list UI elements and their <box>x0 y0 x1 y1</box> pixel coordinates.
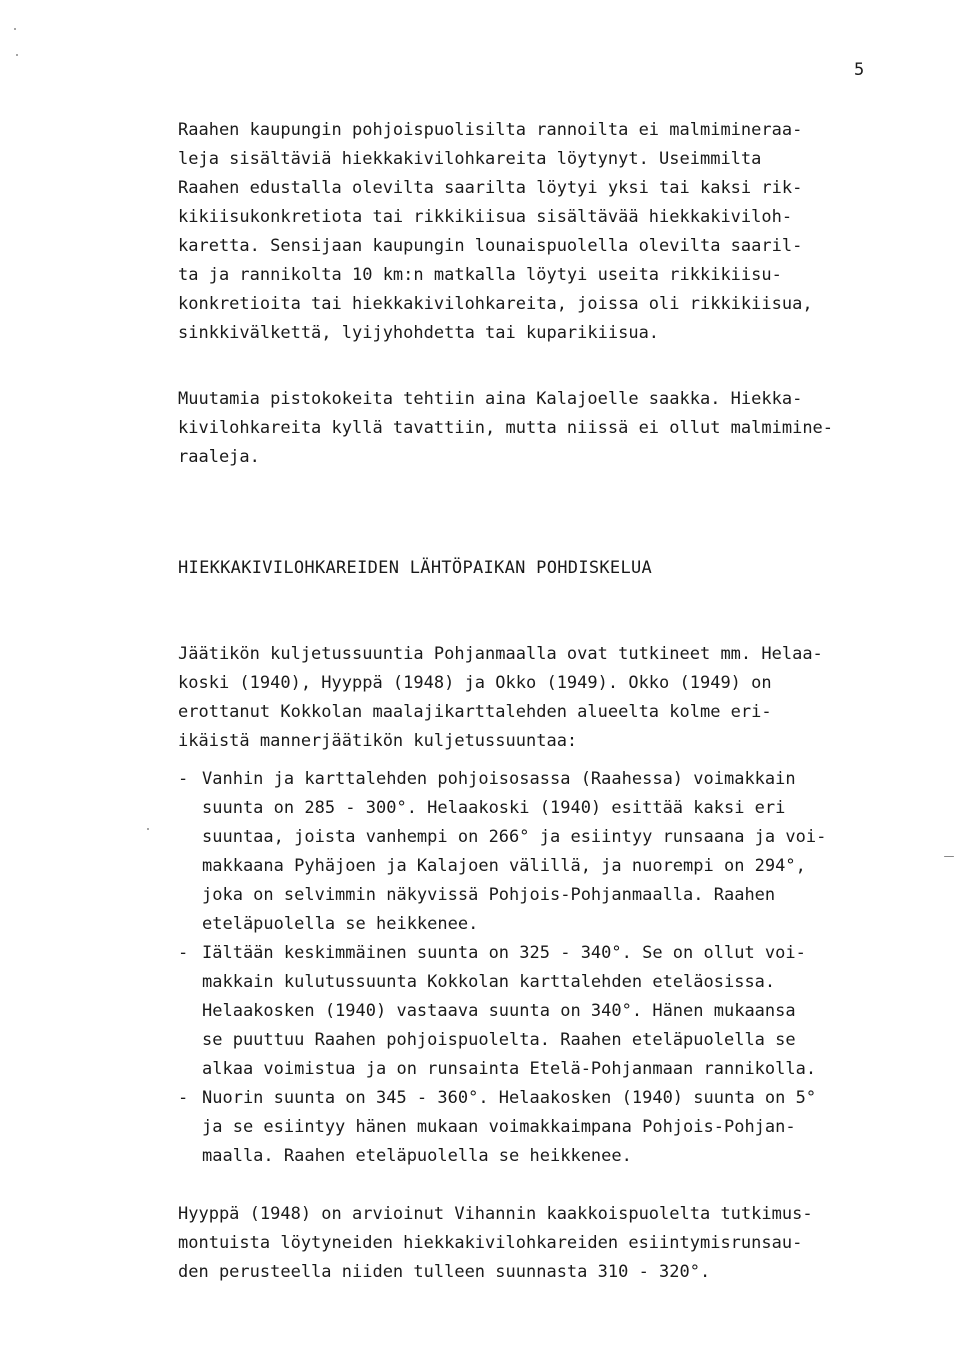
scan-speck <box>16 54 18 56</box>
text-line: kikiisukonkretiota tai rikkikiisua sisältävää hiekkakiviloh- <box>178 207 793 227</box>
page-number: 5 <box>854 60 865 80</box>
text-line: ikäistä mannerjäätikön kuljetussuuntaa: <box>178 731 578 751</box>
text-line: maalla. Raahen eteläpuolella se heikkenee. <box>202 1146 632 1166</box>
list-bullet: - <box>178 1088 189 1108</box>
text-line: erottanut Kokkolan maalajikarttalehden alueelta kolme eri- <box>178 702 772 722</box>
text-line: kivilohkareita kyllä tavattiin, mutta niissä ei ollut malmimine- <box>178 418 834 438</box>
section-heading <box>178 554 918 583</box>
scan-speck <box>14 28 16 30</box>
text-line: Raahen edustalla olevilta saarilta löytyi yksi tai kaksi rik- <box>178 178 803 198</box>
text-line: Raahen kaupungin pohjoispuolisilta rannoilta ei malmimineraa- <box>178 120 803 140</box>
text-line: alkaa voimistua ja on runsainta Etelä-Pohjanmaan rannikolla. <box>202 1059 817 1079</box>
text-line: makkaana Pyhäjoen ja Kalajoen välillä, ja nuorempi on 294°, <box>202 856 806 876</box>
text-line: raaleja. <box>178 447 260 467</box>
scan-speck <box>944 856 954 857</box>
list-item-youngest <box>178 1084 918 1171</box>
text-line: konkretioita tai hiekkakivilohkareita, joissa oli rikkikiisua, <box>178 294 813 314</box>
text-line: makkain kulutussuunta Kokkolan karttalehden eteläosissa. <box>202 972 776 992</box>
text-line: Jäätikön kuljetussuuntia Pohjanmaalla ovat tutkineet mm. Helaa- <box>178 644 823 664</box>
paragraph-sampling <box>178 385 918 472</box>
list-item-oldest <box>178 765 918 939</box>
text-line: den perusteella niiden tulleen suunnasta 310 - 320°. <box>178 1262 711 1282</box>
paragraph-intro <box>178 116 918 348</box>
paragraph-transport-directions <box>178 640 918 756</box>
text-line: ja se esiintyy hänen mukaan voimakkaimpana Pohjois-Pohjan- <box>202 1117 796 1137</box>
text-line: eteläpuolella se heikkenee. <box>202 914 479 934</box>
text-line: joka on selvimmin näkyvissä Pohjois-Pohjanmaalla. Raahen <box>202 885 776 905</box>
heading-text: HIEKKAKIVILOHKAREIDEN LÄHTÖPAIKAN POHDISKELUA <box>178 558 653 578</box>
text-line: Muutamia pistokokeita tehtiin aina Kalajoelle saakka. Hiekka- <box>178 389 803 409</box>
text-line: Helaakosken (1940) vastaava suunta on 340°. Hänen mukaansa <box>202 1001 796 1021</box>
text-line: montuista löytyneiden hiekkakivilohkareiden esiintymisrunsau- <box>178 1233 803 1253</box>
direction-list <box>178 765 918 1171</box>
text-line: karetta. Sensijaan kaupungin lounaispuolella olevilta saaril- <box>178 236 803 256</box>
text-line: sinkkivälkettä, lyijyhohdetta tai kuparikiisua. <box>178 323 660 343</box>
paragraph-hyyppa-estimate <box>178 1200 918 1287</box>
text-line: se puuttuu Raahen pohjoispuolelta. Raahen eteläpuolella se <box>202 1030 796 1050</box>
text-line: suuntaa, joista vanhempi on 266° ja esiintyy runsaana ja voi- <box>202 827 827 847</box>
text-line: koski (1940), Hyyppä (1948) ja Okko (1949). Okko (1949) on <box>178 673 772 693</box>
text-line: Nuorin suunta on 345 - 360°. Helaakosken (1940) suunta on 5° <box>202 1088 817 1108</box>
text-line: Hyyppä (1948) on arvioinut Vihannin kaakkoispuolelta tutkimus- <box>178 1204 813 1224</box>
text-line: leja sisältäviä hiekkakivilohkareita löytynyt. Useimmilta <box>178 149 762 169</box>
list-item-middle <box>178 939 918 1084</box>
text-line: suunta on 285 - 300°. Helaakoski (1940) esittää kaksi eri <box>202 798 786 818</box>
scan-speck <box>147 828 149 830</box>
text-line: Iältään keskimmäinen suunta on 325 - 340°. Se on ollut voi- <box>202 943 806 963</box>
text-line: ta ja rannikolta 10 km:n matkalla löytyi useita rikkikiisu- <box>178 265 782 285</box>
list-bullet: - <box>178 943 189 963</box>
text-line: Vanhin ja karttalehden pohjoisosassa (Raahessa) voimakkain <box>202 769 796 789</box>
list-bullet: - <box>178 769 189 789</box>
